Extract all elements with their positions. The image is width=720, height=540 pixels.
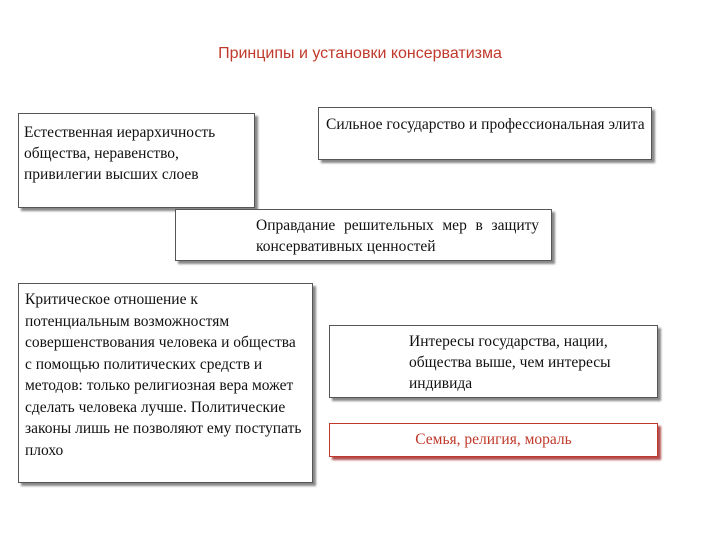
- box-strong-state: Сильное государство и профессиональная элита: [318, 107, 652, 160]
- diagram-title: Принципы и установки консерватизма: [218, 45, 502, 62]
- box-decisive-measures: Оправдание решительных мер в защиту консервативных ценностей: [175, 209, 552, 261]
- box-natural-hierarchy: Естественная иерархичность общества, неравенство, привилегии высших слоев: [18, 113, 255, 208]
- box-state-interests: Интересы государства, нации, общества выше, чем интересы индивида: [329, 325, 658, 398]
- box-critical-attitude: Критическое отношение к потенциальным возможностям совершенствования человека и общества с помощью политических средств и методов: только религиозная вера может сделать человека лучше. Политические законы лишь не позволяют ему поступать плохо: [18, 283, 313, 483]
- box-family-religion-morality: Семья, религия, мораль: [329, 423, 658, 457]
